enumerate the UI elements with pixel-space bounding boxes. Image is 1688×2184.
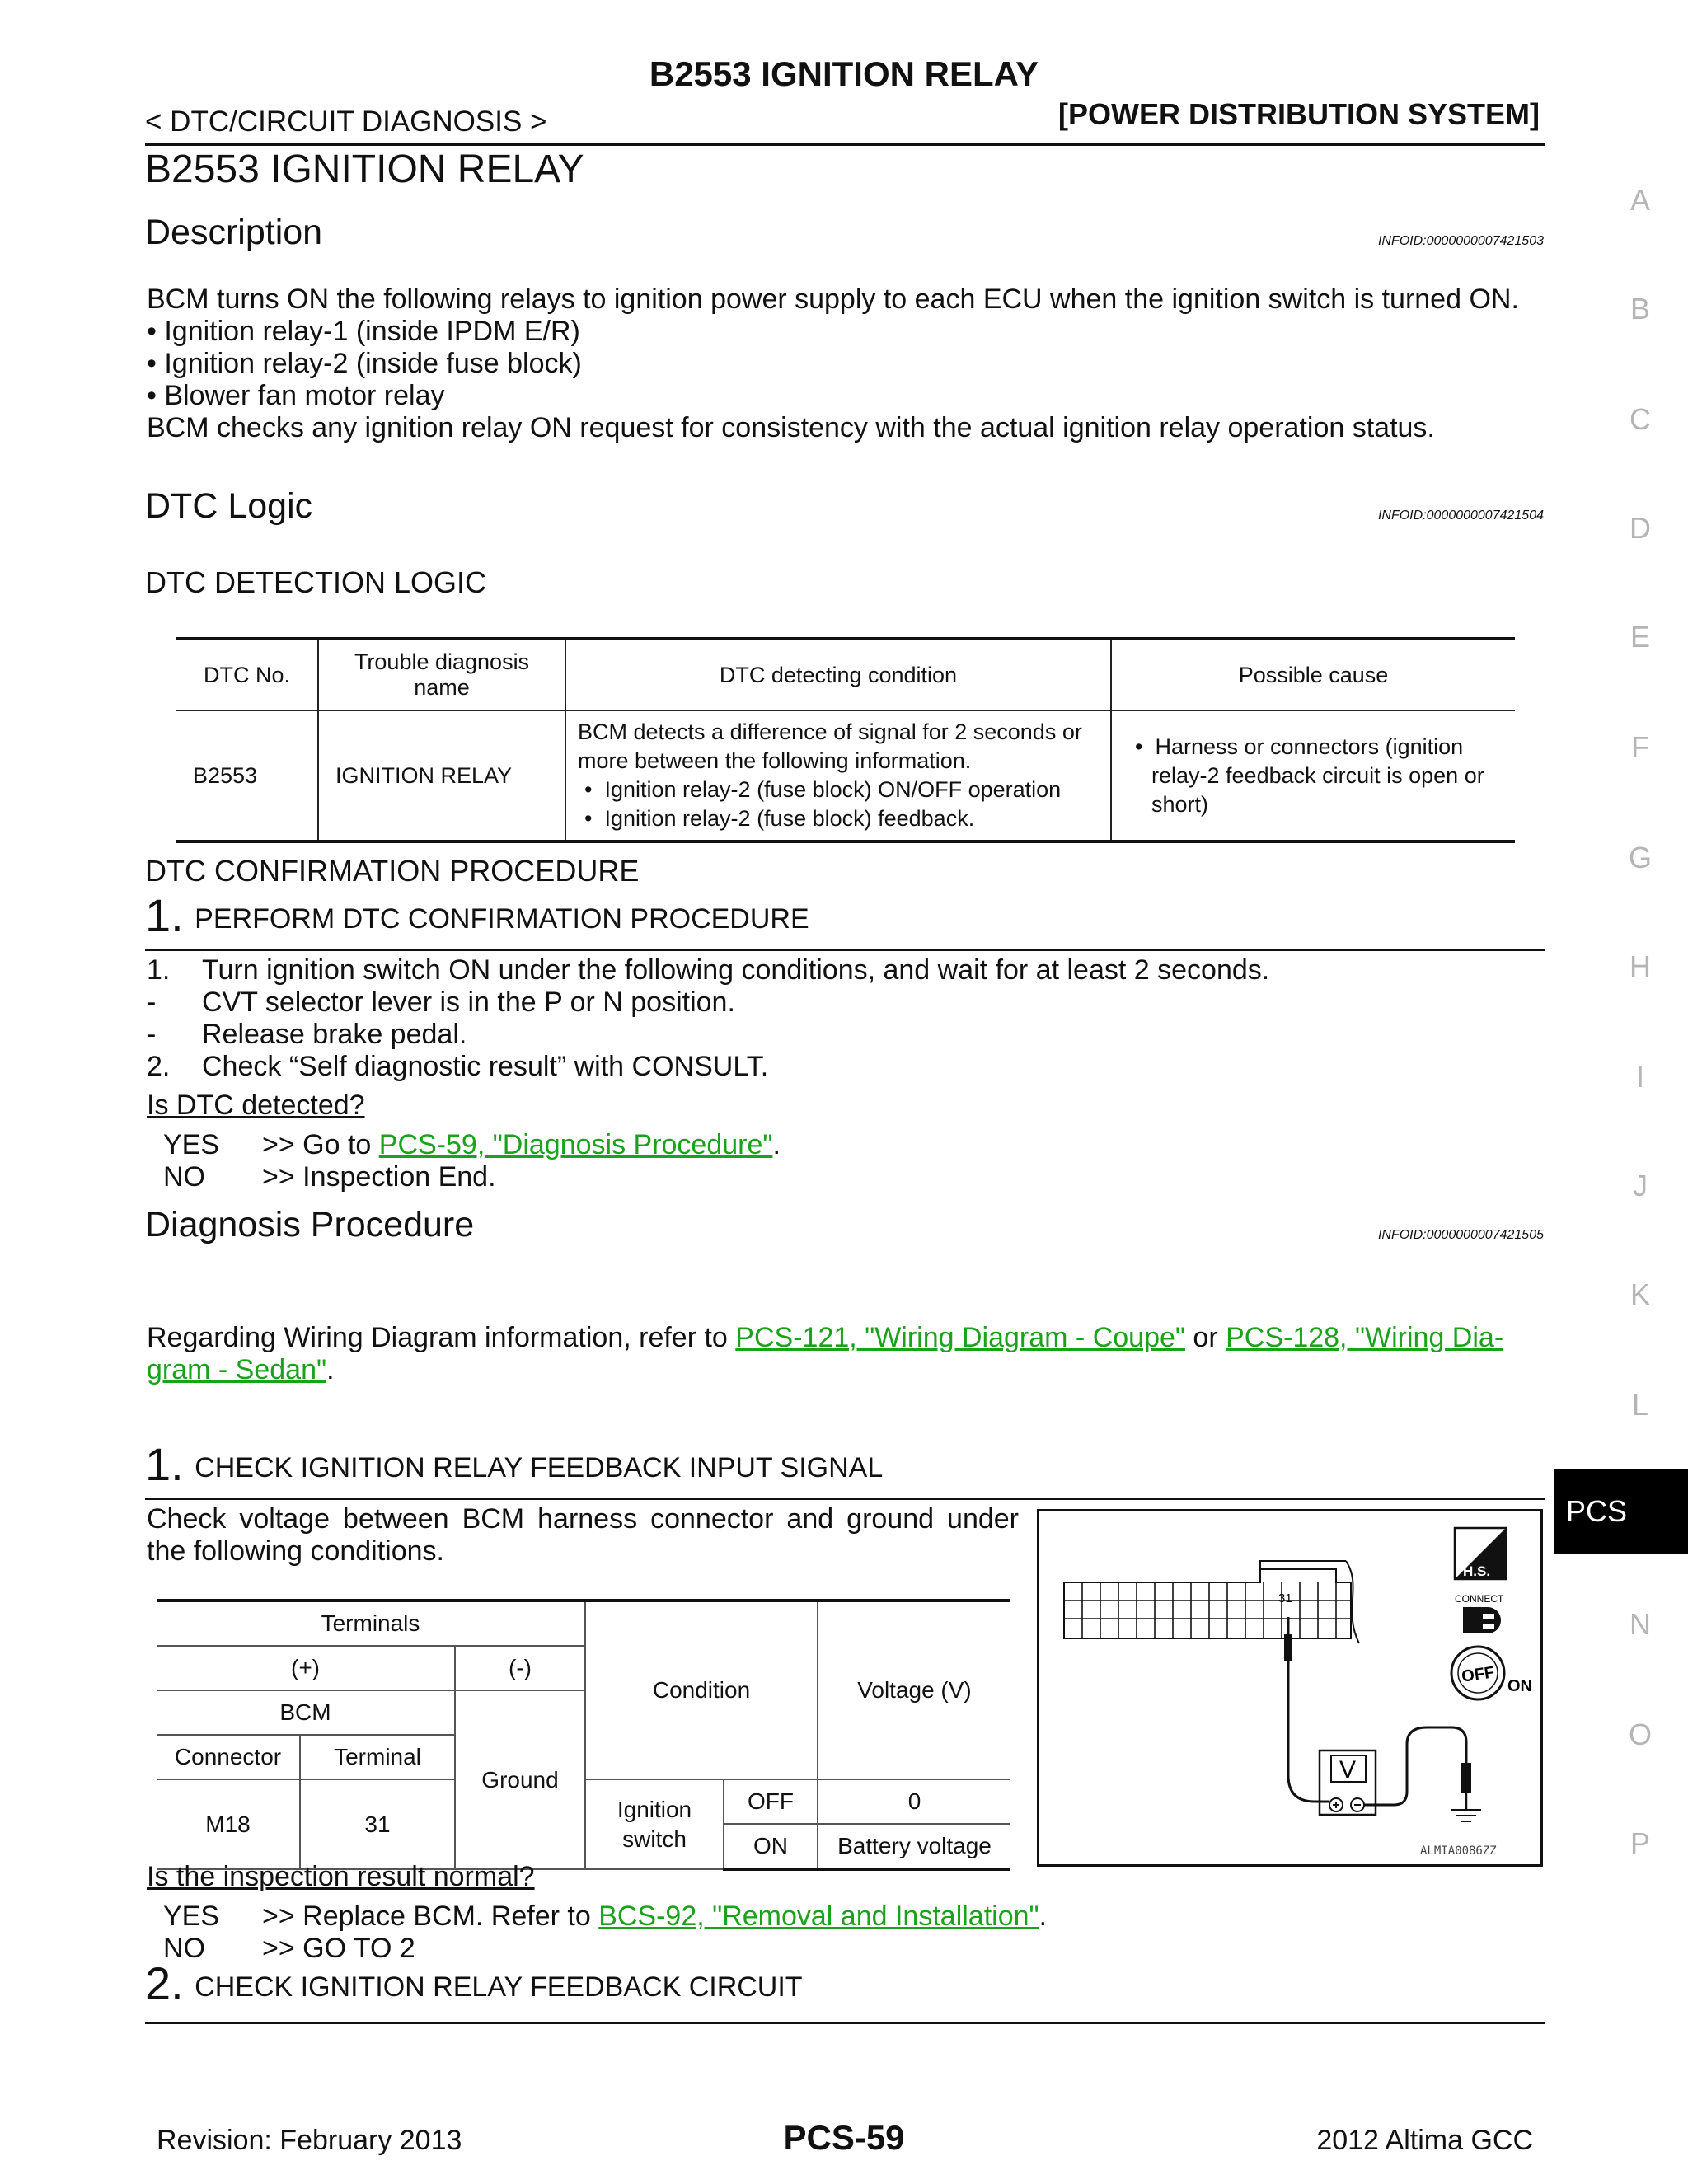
diagnosis-heading: Diagnosis Procedure xyxy=(145,1205,475,1244)
description-body xyxy=(147,284,1543,444)
dtc-table xyxy=(176,637,1515,843)
vehicle-model: 2012 Altima GCC xyxy=(1316,2125,1533,2156)
table-row: BCM Ground xyxy=(157,1690,1010,1735)
revision-date: Revision: February 2013 xyxy=(157,2125,462,2156)
side-tab-g[interactable]: G xyxy=(1628,841,1652,874)
side-tab-k[interactable]: K xyxy=(1629,1277,1650,1311)
off-label: OFF xyxy=(1460,1663,1496,1686)
list-item: 2. Check “Self diagnostic result” with CONSULT. xyxy=(147,1051,769,1082)
dtc-table-header xyxy=(176,639,1515,710)
voltage-check-figure xyxy=(1037,1509,1543,1867)
connector-body xyxy=(1064,1569,1351,1638)
step-title: CHECK IGNITION RELAY FEEDBACK INPUT SIGNAL xyxy=(195,1452,884,1483)
step-title: PERFORM DTC CONFIRMATION PROCEDURE xyxy=(195,903,809,935)
step-rule xyxy=(145,2022,1545,2024)
side-tab-e[interactable]: E xyxy=(1629,620,1650,654)
description-heading: Description xyxy=(145,213,323,252)
diagnosis-step-1 xyxy=(145,1437,883,1491)
side-tab-i[interactable]: I xyxy=(1635,1060,1644,1094)
header-rule xyxy=(145,143,1545,146)
list-item: - CVT selector lever is in the P or N position. xyxy=(147,987,735,1018)
side-tab-p[interactable]: P xyxy=(1629,1826,1650,1860)
breadcrumb: < DTC/CIRCUIT DIAGNOSIS > xyxy=(145,105,547,138)
side-tab-l[interactable]: L xyxy=(1631,1388,1649,1422)
step-rule xyxy=(145,949,1545,951)
list-item: - Release brake pedal. xyxy=(147,1019,467,1050)
table-row: M18 31 Ignition switch OFF 0 xyxy=(157,1779,1010,1824)
answer-yes: YES >> Replace BCM. Refer to BCS-92, "Removal and Installation". xyxy=(163,1900,1048,1932)
table-row: (+) (-) xyxy=(157,1646,1010,1690)
step-title: CHECK IGNITION RELAY FEEDBACK CIRCUIT xyxy=(195,1971,803,2003)
description-bullet: • Ignition relay-2 (inside fuse block) xyxy=(147,348,582,379)
step-rule xyxy=(145,1498,1545,1500)
wiring-diagram-coupe-link[interactable]: PCS-121, "Wiring Diagram - Coupe" xyxy=(735,1322,1185,1353)
answer-no: NO >> Inspection End. xyxy=(163,1161,496,1193)
connect-icon xyxy=(1463,1607,1501,1633)
answer-no: NO >> GO TO 2 xyxy=(163,1933,415,1964)
inspection-question: Is the inspection result normal? xyxy=(147,1861,535,1892)
step-number: 1. xyxy=(145,1438,184,1490)
side-tab-d[interactable]: D xyxy=(1629,511,1651,545)
confirmation-question: Is DTC detected? xyxy=(147,1090,365,1121)
description-outro: BCM checks any ignition relay ON request for consistency with the actual ignition relay operation status. xyxy=(147,412,1435,443)
side-tab-f[interactable]: F xyxy=(1631,730,1649,764)
answer-yes: YES >> Go to PCS-59, "Diagnosis Procedure". xyxy=(163,1129,781,1160)
dtc-confirmation-heading: DTC CONFIRMATION PROCEDURE xyxy=(145,854,640,888)
side-tab-n[interactable]: N xyxy=(1629,1607,1651,1641)
figure-code: ALMIA0086ZZ xyxy=(1420,1844,1497,1858)
test-lead-plus xyxy=(1288,1690,1329,1802)
confirmation-step-1 xyxy=(145,888,809,942)
step-number: 2. xyxy=(145,1957,184,2009)
meter-label: V xyxy=(1339,1756,1357,1783)
wiring-diagram-sedan-link-cont[interactable]: gram - Sedan" xyxy=(147,1354,327,1385)
system-label: [POWER DISTRIBUTION SYSTEM] xyxy=(1058,97,1540,131)
col-diagnosis-name: Trouble diagnosis name xyxy=(318,639,565,710)
col-dtc-no: DTC No. xyxy=(176,639,318,710)
condition-cell: BCM detects a difference of signal for 2 seconds or more between the following information. • Ignition relay-2 (fuse block) ON/OFF operation • Ignition relay-2 (fuse block) feedback. xyxy=(565,710,1111,841)
on-label: ON xyxy=(1507,1677,1532,1695)
page-number: PCS-59 xyxy=(783,2118,905,2157)
page-title: B2553 IGNITION RELAY xyxy=(145,148,584,191)
table-row: Terminals Condition Voltage (V) xyxy=(157,1601,1010,1646)
wiring-reference: Regarding Wiring Diagram information, refer to PCS-121, "Wiring Diagram - Coupe" or PCS-128, "Wiring Dia- gram - Sedan". xyxy=(147,1322,1504,1385)
connector-voltmeter-illustration xyxy=(1039,1511,1540,1864)
dtc-detection-logic-heading: DTC DETECTION LOGIC xyxy=(145,565,487,599)
col-possible-cause: Possible cause xyxy=(1111,639,1515,710)
description-bullet: • Blower fan motor relay xyxy=(147,380,445,411)
side-tab-o[interactable]: O xyxy=(1628,1718,1652,1751)
removal-installation-link[interactable]: BCS-92, "Removal and Installation" xyxy=(598,1900,1039,1932)
dtc-logic-heading: DTC Logic xyxy=(145,486,313,526)
table-row xyxy=(176,710,1515,841)
col-detecting-condition: DTC detecting condition xyxy=(565,639,1111,710)
step1-instruction: Check voltage between BCM harness connector and ground under the following conditions. xyxy=(147,1503,1019,1567)
side-tab-b[interactable]: B xyxy=(1629,292,1650,326)
pin-number-label: 31 xyxy=(1278,1591,1292,1605)
side-tab-j[interactable]: J xyxy=(1633,1169,1648,1202)
test-lead-minus xyxy=(1364,1727,1466,1805)
confirmation-answers xyxy=(163,1129,781,1193)
side-tab-pcs[interactable]: PCS xyxy=(1554,1469,1688,1554)
running-title: B2553 IGNITION RELAY xyxy=(649,54,1039,93)
description-intro: BCM turns ON the following relays to ignition power supply to each ECU when the ignition switch is turned ON. xyxy=(147,284,1519,315)
description-bullet: • Ignition relay-1 (inside IPDM E/R) xyxy=(147,316,580,347)
inspection-answers xyxy=(163,1900,1047,1965)
dtc-logic-infoid: INFOID:0000000007421504 xyxy=(1377,509,1544,523)
connect-label: CONNECT xyxy=(1455,1593,1504,1605)
diagnosis-infoid: INFOID:0000000007421505 xyxy=(1377,1228,1544,1242)
side-tab-h[interactable]: H xyxy=(1629,949,1651,983)
step-number: 1. xyxy=(145,889,184,941)
table-row: ON Battery voltage xyxy=(157,1824,1010,1869)
wiring-diagram-sedan-link[interactable]: PCS-128, "Wiring Dia- xyxy=(1226,1322,1504,1353)
hs-label: H.S. xyxy=(1463,1563,1491,1579)
terminals-table xyxy=(157,1599,1010,1871)
confirmation-list xyxy=(147,954,1269,1083)
diagnosis-procedure-link[interactable]: PCS-59, "Diagnosis Procedure" xyxy=(378,1129,773,1160)
dtc-no-cell: B2553 xyxy=(176,710,318,841)
description-infoid: INFOID:0000000007421503 xyxy=(1377,234,1544,248)
list-item: 1. Turn ignition switch ON under the following conditions, and wait for at least 2 seconds. xyxy=(147,954,1270,986)
connector-cavities xyxy=(1064,1582,1351,1638)
side-tab-a[interactable]: A xyxy=(1629,183,1650,217)
side-tab-c[interactable]: C xyxy=(1629,402,1651,436)
diagnosis-step-2 xyxy=(145,1957,803,2010)
diagnosis-name-cell: IGNITION RELAY xyxy=(318,710,565,841)
cause-cell: • Harness or connectors (ignition relay-2 feedback circuit is open or short) xyxy=(1111,710,1515,841)
table-row: Connector Terminal xyxy=(157,1735,1010,1779)
